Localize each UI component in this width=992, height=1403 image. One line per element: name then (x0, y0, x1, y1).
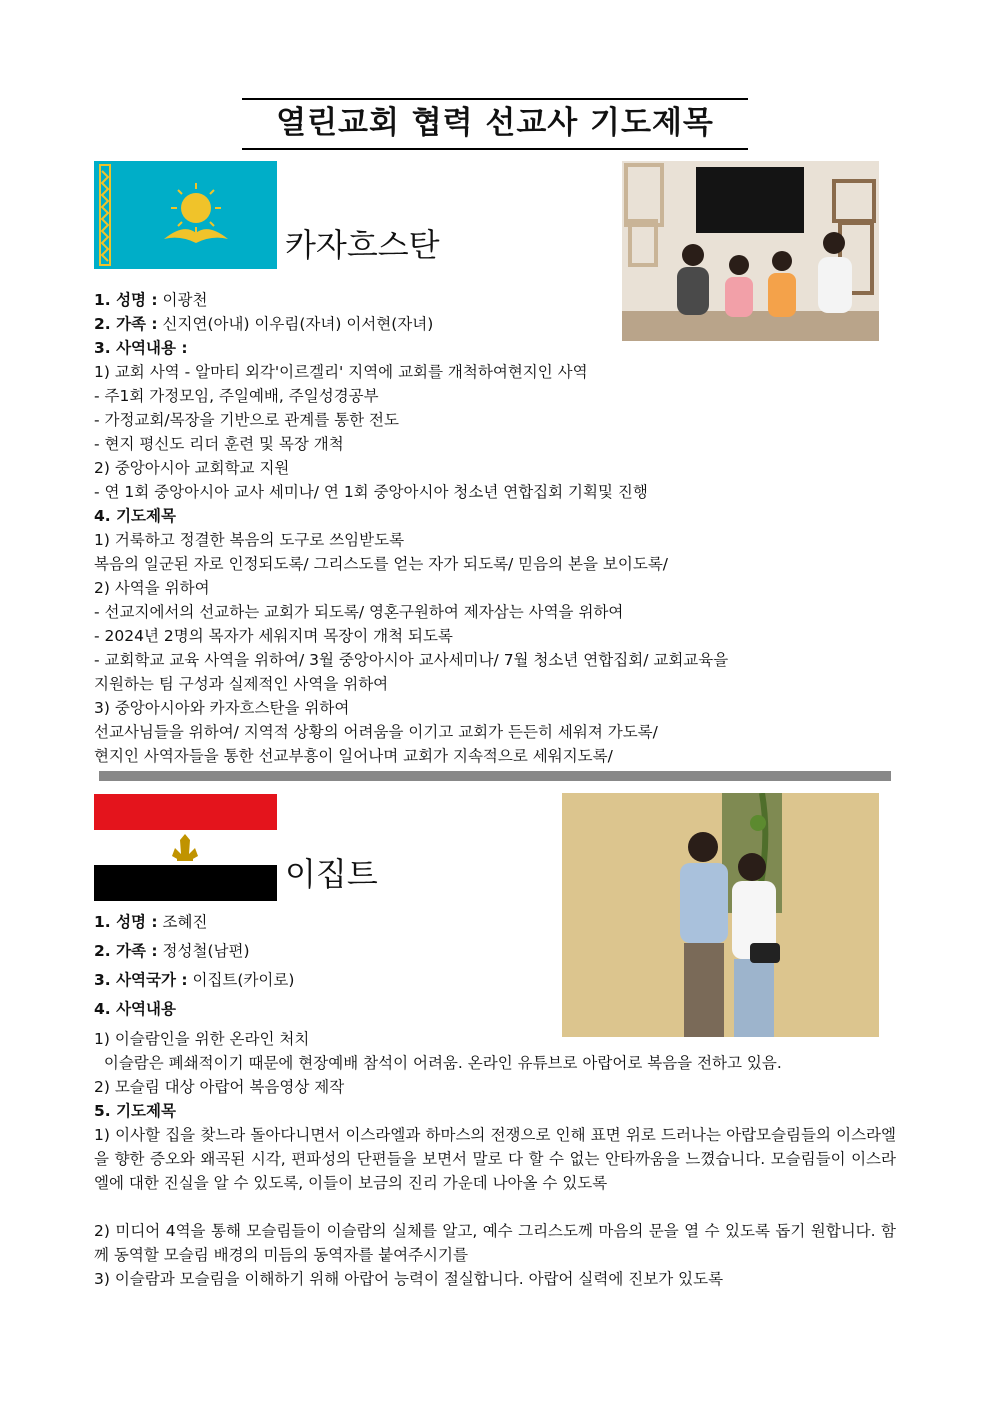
section-divider (99, 771, 891, 781)
kazakhstan-country-heading: 카자흐스탄 (285, 226, 440, 264)
eg-family-label: 2. 가족 : (94, 942, 158, 960)
eg-ministry-line: 이슬람은 폐쇄적이기 때문에 현장예배 참석이 어려움. 온라인 유튜브로 아랍어로 복음을 전하고 있음. (94, 1054, 782, 1072)
eg-name-label: 1. 성명 : (94, 913, 158, 931)
egypt-couple-photo (562, 793, 879, 1037)
eg-name-row (94, 910, 207, 934)
eg-ministry-line: 2) 모슬림 대상 아랍어 복음영상 제작 (94, 1078, 345, 1096)
kz-ministry-line: - 연 1회 중앙아시아 교사 세미나/ 연 1회 중앙아시아 청소년 연합집회 기획및 진행 (94, 483, 648, 501)
eg-ministry-label: 4. 사역내용 (94, 1000, 176, 1018)
kz-prayer-line: 1) 거룩하고 정결한 복음의 도구로 쓰임받도록 (94, 531, 405, 549)
kz-ministry-line: 2) 중앙아시아 교회학교 지원 (94, 459, 290, 477)
page-title: 열린교회 협력 선교사 기도제목 (242, 98, 748, 150)
eg-ministry-line: 1) 이슬람인을 위한 온라인 처치 (94, 1030, 310, 1048)
kz-prayer-line: 지원하는 팀 구성과 실제적인 사역을 위하여 (94, 675, 389, 693)
kz-name-value: 이광천 (157, 291, 208, 309)
kz-ministry-line: - 가정교회/목장을 기반으로 관계를 통한 전도 (94, 411, 399, 429)
egypt-country-heading: 이집트 (285, 855, 378, 893)
kz-prayer-line: 현지인 사역자들을 통한 선교부흥이 일어나며 교회가 지속적으로 세워지도록/ (94, 747, 613, 765)
eg-prayer-paragraph: 2) 미디어 4역을 통해 모슬림들이 이슬람의 실체를 알고, 예수 그리스도께 마음의 문을 열 수 있도록 돕기 원합니다. 함께 동역할 모슬림 배경의 미듬의 동역자를 붙여주시기를 (94, 1222, 896, 1264)
eg-country-label: 3. 사역국가 : (94, 971, 188, 989)
kz-family-row (94, 312, 433, 336)
kazakhstan-family-photo (622, 161, 879, 341)
kz-ministry-line: - 주1회 가정모임, 주일예배, 주일성경공부 (94, 387, 379, 405)
eg-name-value: 조혜진 (157, 913, 208, 931)
kz-family-label: 2. 가족 : (94, 315, 158, 333)
kz-prayer-line: - 선교지에서의 선교하는 교회가 되도록/ 영혼구원하여 제자삼는 사역을 위하여 (94, 603, 624, 621)
kz-family-value: 신지연(아내) 이우림(자녀) 이서현(자녀) (157, 315, 434, 333)
kz-ministry-line: 1) 교회 사역 - 알마티 외각'이르겔리' 지역에 교회를 개척하여현지인 사역 (94, 363, 588, 381)
kz-prayer-line: 3) 중앙아시아와 카자흐스탄을 위하여 (94, 699, 350, 717)
egypt-flag (94, 794, 277, 901)
eg-prayer-label: 5. 기도제목 (94, 1102, 176, 1120)
kz-prayer-line: - 2024년 2명의 목자가 세워지며 목장이 개척 되도록 (94, 627, 453, 645)
kz-ministry-line: - 현지 평신도 리더 훈련 및 목장 개척 (94, 435, 344, 453)
eg-country-row (94, 968, 294, 992)
kz-prayer-line: 2) 사역을 위하여 (94, 579, 210, 597)
kz-prayer-label: 4. 기도제목 (94, 507, 176, 525)
kz-ministry-label: 3. 사역내용 : (94, 339, 188, 357)
eg-prayer-paragraph: 3) 이슬람과 모슬림을 이해하기 위해 아랍어 능력이 절실합니다. 아랍어 실력에 진보가 있도록 (94, 1270, 724, 1288)
kz-prayer-line: 복음의 일군된 자로 인정되도록/ 그리스도를 얻는 자가 되도록/ 믿음의 본을 보이도록/ (94, 555, 669, 573)
eg-country-value: 이집트(카이로) (187, 971, 295, 989)
kz-name-label: 1. 성명 : (94, 291, 158, 309)
eg-family-value: 정성철(남편) (157, 942, 250, 960)
kz-prayer-line: - 교회학교 교육 사역을 위하여/ 3월 중앙아시아 교사세미나/ 7월 청소년 연합집회/ 교회교육을 (94, 651, 729, 669)
kz-prayer-line: 선교사님들을 위하여/ 지역적 상황의 어려움을 이기고 교회가 든든히 세워져 가도록/ (94, 723, 658, 741)
eg-prayer-paragraph: 1) 이사할 집을 찾느라 돌아다니면서 이스라엘과 하마스의 전쟁으로 인해 표면 위로 드러나는 아랍모슬림들의 이스라엘을 향한 증오와 왜곡된 시각, 편파성의 단편들을 보면서 말로 다 할 수 없는 안타까움을 느꼈습니다. 모슬림들이 이스라엘에 대한 진실을 알 수 있도록, 이들이 보금의 진리 가운데 나아올 수 있도록 (94, 1126, 896, 1192)
kazakhstan-flag (94, 161, 277, 269)
kz-name-row (94, 288, 207, 312)
eg-family-row (94, 939, 250, 963)
